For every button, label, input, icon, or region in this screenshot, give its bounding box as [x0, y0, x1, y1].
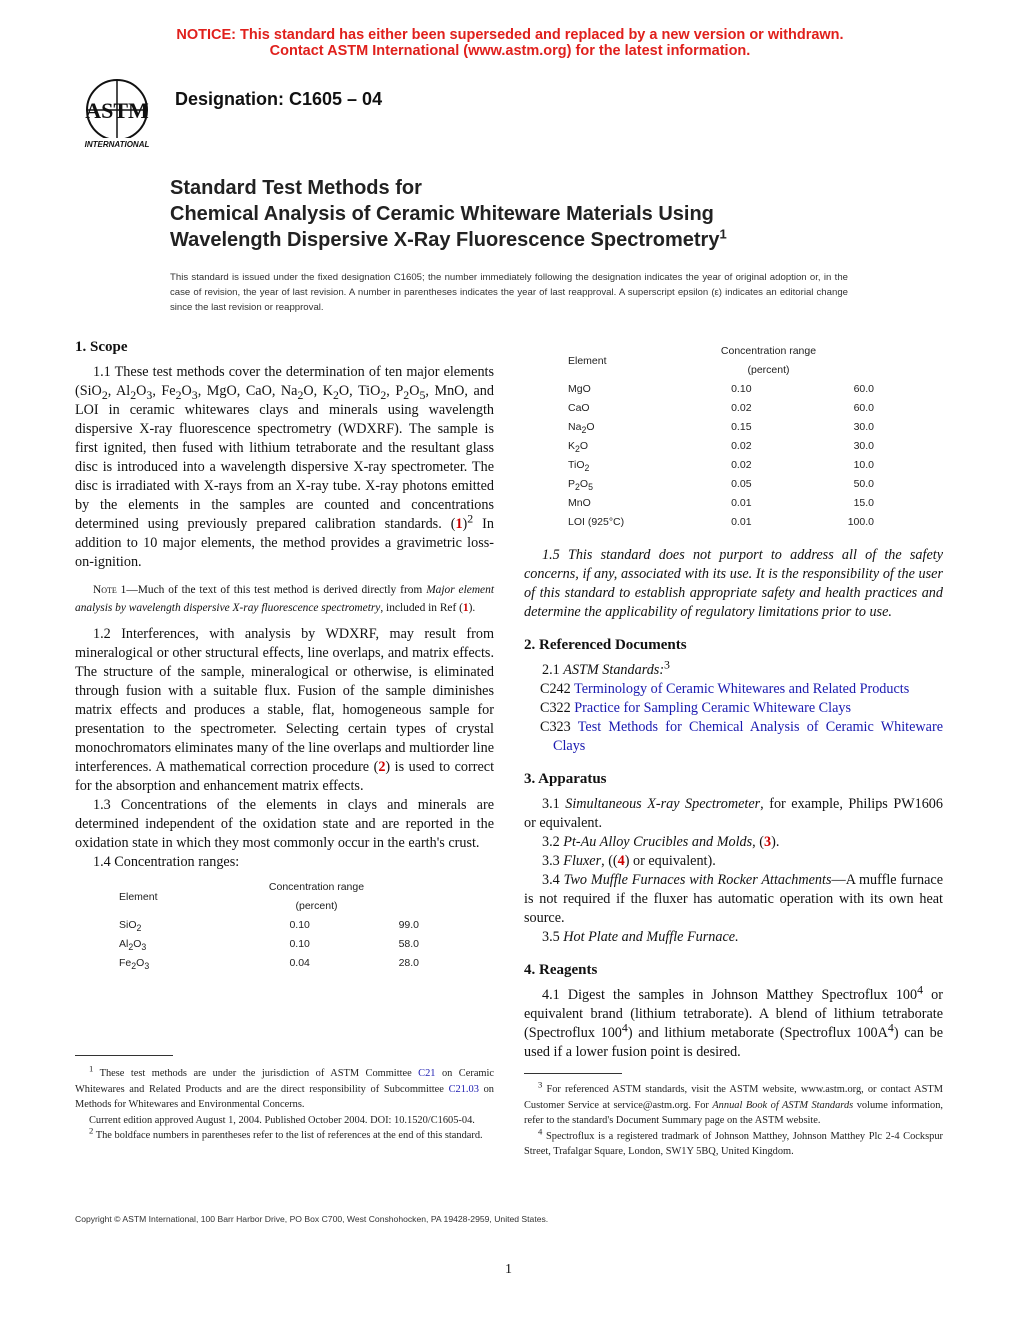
title-line-2: Chemical Analysis of Ceramic Whiteware Materials Using	[170, 203, 714, 225]
table-row: CaO 0.02 60.0	[568, 402, 874, 414]
table-row: MgO 0.10 60.0	[568, 383, 874, 395]
withdrawn-notice	[0, 27, 1020, 59]
section-2-heading: 2. Referenced Documents	[524, 637, 687, 653]
table-row: $Al_2O_3$ 0.10 58.0	[119, 938, 419, 953]
left-column	[75, 338, 494, 973]
notice-line-1: NOTICE: This standard has either been superseded and replaced by a new version or withdrawn.	[176, 27, 844, 43]
title-line-3: Wavelength Dispersive X-Ray Fluorescence Spectrometry	[170, 229, 720, 251]
designation: Designation: C1605 – 04	[175, 89, 383, 109]
footnote-rule-left	[75, 1055, 173, 1056]
issuance-note: This standard is issued under the fixed designation C1605; the number immediately following the designation indicates the year of original adoption or, in the case of revision, the year of last revision. A number in parentheses indicates the year of last reapproval. A superscript epsilon (ε) indicates an editorial change since the last revision or reapproval.	[170, 272, 848, 313]
c323-link[interactable]: Test Methods for Chemical Analysis of Ceramic Whiteware Clays	[553, 719, 943, 754]
para-3-2: 3.2 Pt-Au Alloy Crucibles and Molds, (3).	[542, 834, 780, 850]
table-row: $P_2O_5$ 0.05 50.0	[568, 478, 874, 493]
referenced-docs-list	[524, 680, 943, 756]
subcommittee-link[interactable]: C21.03	[448, 1083, 479, 1095]
para-3-4: 3.4 Two Muffle Furnaces with Rocker Attachments—A muffle furnace is not required if the fluxer has automatic operation with its own heat source.	[524, 872, 943, 926]
title-footnote-mark: 1	[719, 226, 727, 242]
c322-link[interactable]: Practice for Sampling Ceramic Whiteware Clays	[574, 700, 851, 716]
para-1-4: 1.4 Concentration ranges:	[93, 854, 240, 870]
concentration-table-right: Element Concentration range (percent) MgO 0.10 60.0 CaO 0.02 60.0 $Na_2O$ 0.15 30.0 $K_2O$ 0.02 30.0 TiO$_2$ 0.02 10.0 $P_2O_5$ 0.05 50.0 MnO 0.01 15.0 LOI (925°C) 0.01 100.0	[568, 342, 874, 532]
list-item: C242 Terminology of Ceramic Whitewares and Related Products	[540, 681, 910, 697]
ref-3-link[interactable]: 3	[764, 834, 772, 850]
copyright-line: Copyright © ASTM International, 100 Barr Harbor Drive, PO Box C700, West Conshohocken, PA 19428-2959, United States.	[75, 1214, 549, 1224]
list-item: C323 Test Methods for Chemical Analysis of Ceramic Whiteware Clays	[540, 719, 943, 754]
footnote-rule-right	[524, 1073, 622, 1074]
para-1-5: 1.5 This standard does not purport to address all of the safety concerns, if any, associated with its use. It is the responsibility of the user of this standard to establish appropriate safety and health practices and determine the applicability of regulatory limitations prior to use.	[524, 547, 943, 620]
table-row: LOI (925°C) 0.01 100.0	[568, 516, 874, 528]
list-item: C322 Practice for Sampling Ceramic Whiteware Clays	[540, 700, 851, 716]
para-4-1: 4.1 Digest the samples in Johnson Matthey Spectroflux $100^4$ or equivalent brand (lithium tetraborate). A blend of lithium tetraborate (Spectroflux $100^4$) and lithium metaborate (Spectroflux $100A^4$) can be used if a lower fusion point is desired.	[524, 982, 943, 1060]
ref-2-link[interactable]: 2	[378, 759, 386, 775]
para-3-1: 3.1 Simultaneous X-ray Spectrometer, for example, Philips PW1606 or equivalent.	[524, 796, 943, 831]
notice-line-2: Contact ASTM International (www.astm.org) for the latest information.	[269, 43, 751, 59]
footnotes-left: $^1$ These test methods are under the jurisdiction of ASTM Committee C21 on Ceramic Whitewares and Related Products and are the direct responsibility of Subcommittee C21.03 on Methods for Whitewares and Environmental Concerns. Current edition approved August 1, 2004. Published October 2004. DOI: 10.1520/C1605-04. $^2$ The boldface numbers in parentheses refer to the list of references at the end of this standard.	[75, 1063, 495, 1141]
section-4-heading: 4. Reagents	[524, 962, 598, 978]
table-row: SiO$_2$ 0.10 99.0	[119, 919, 419, 934]
note-1: Note 1—Much of the text of this test method is derived directly from Major element analysis by wavelength dispersive X-ray fluorescence spectrometry, included in Ref (1).	[75, 584, 494, 614]
table-row: $Na_2O$ 0.15 30.0	[568, 421, 874, 436]
document-title	[170, 175, 727, 253]
ref-4-link[interactable]: 4	[617, 853, 625, 869]
right-column	[524, 342, 943, 1062]
c242-link[interactable]: Terminology of Ceramic Whitewares and Related Products	[574, 681, 910, 697]
table-row: $K_2O$ 0.02 30.0	[568, 440, 874, 455]
footnotes-right: $^3$ For referenced ASTM standards, visit the ASTM website, www.astm.org, or contact ASTM Customer Service at service@astm.org. For Annual Book of ASTM Standards volume information, refer to the standard's Document Summary page on the ASTM website. $^4$ Spectroflux is a registered tradmark of Johnson Matthey, Johnson Matthey Plc 2-4 Cockspur Street, Trafalgar Square, London, SW1Y 5BQ, United Kingdom.	[524, 1079, 943, 1157]
para-3-3: 3.3 Fluxer, ((4) or equivalent).	[542, 853, 716, 869]
logo-text: ASTM	[85, 98, 149, 123]
para-3-5: 3.5 Hot Plate and Muffle Furnace.	[542, 929, 739, 945]
astm-logo	[72, 76, 162, 150]
para-1-2: 1.2 Interferences, with analysis by WDXRF, may result from mineralogical or other structural effects, line overlaps, and matrix effects. The structure of the sample, mineralogical or otherwise, is eliminated through fusion with a suitable flux. Fusion of the sample diminishes matrix effects and produces a stable, flat, homogeneous sample for presentation to the spectrometer. Selecting certain types of crystal monochromators eliminates many of the line overlaps and multiorder line interferences. A mathematical correction procedure (2) is used to correct for the absorption and enhancement matrix effects.	[75, 626, 495, 794]
table-row: $Fe_2O_3$ 0.04 28.0	[119, 957, 419, 972]
para-1-3: 1.3 Concentrations of the elements in clays and minerals are determined independent of the oxidation state and are reported in the oxidation state in which they most commonly occur in the earth's crust.	[75, 797, 494, 851]
page-number: 1	[505, 1262, 512, 1277]
table-row: TiO$_2$ 0.02 10.0	[568, 459, 874, 474]
concentration-table-left: Element Concentration range (percent) SiO$_2$ 0.10 99.0 $Al_2O_3$ 0.10 58.0 $Fe_2O_3$ 0.04 28.0	[119, 881, 419, 972]
title-line-1: Standard Test Methods for	[170, 177, 422, 199]
note-ref-link[interactable]: 1	[462, 601, 469, 614]
section-3-heading: 3. Apparatus	[524, 771, 607, 787]
table-row: MnO 0.01 15.0	[568, 497, 874, 509]
section-1-heading: 1. Scope	[75, 339, 128, 355]
logo-subtext: INTERNATIONAL	[84, 140, 150, 149]
committee-c21-link[interactable]: C21	[418, 1068, 436, 1079]
ref-1-link[interactable]: 1	[455, 516, 463, 532]
para-2-1: 2.1 ASTM Standards:$^3$	[542, 657, 670, 678]
para-1-1: 1.1 These test methods cover the determination of ten major elements (SiO$_2$, $Al_2O_3$, $Fe_2O_3$, MgO, CaO, $Na_2O$, $K_2O$, TiO$_2$, $P_2O_5$, MnO, and LOI in ceramic whitewares clays and minerals using wavelength dispersive X-ray fluorescence spectrometry (WDXRF). The sample is first ignited, then fused with lithium tetraborate and the resultant glass disc is introduced into a wavelength dispersive X-ray spectrometer. The disc is irradiated with X-rays from an X-ray tube. X-ray photons emitted by the elements in the samples are counted and concentrations determined using previously prepared calibration standards. $(1)^2$ In addition to 10 major elements, the method provides a gravimetric loss-on-ignition.	[75, 364, 494, 570]
